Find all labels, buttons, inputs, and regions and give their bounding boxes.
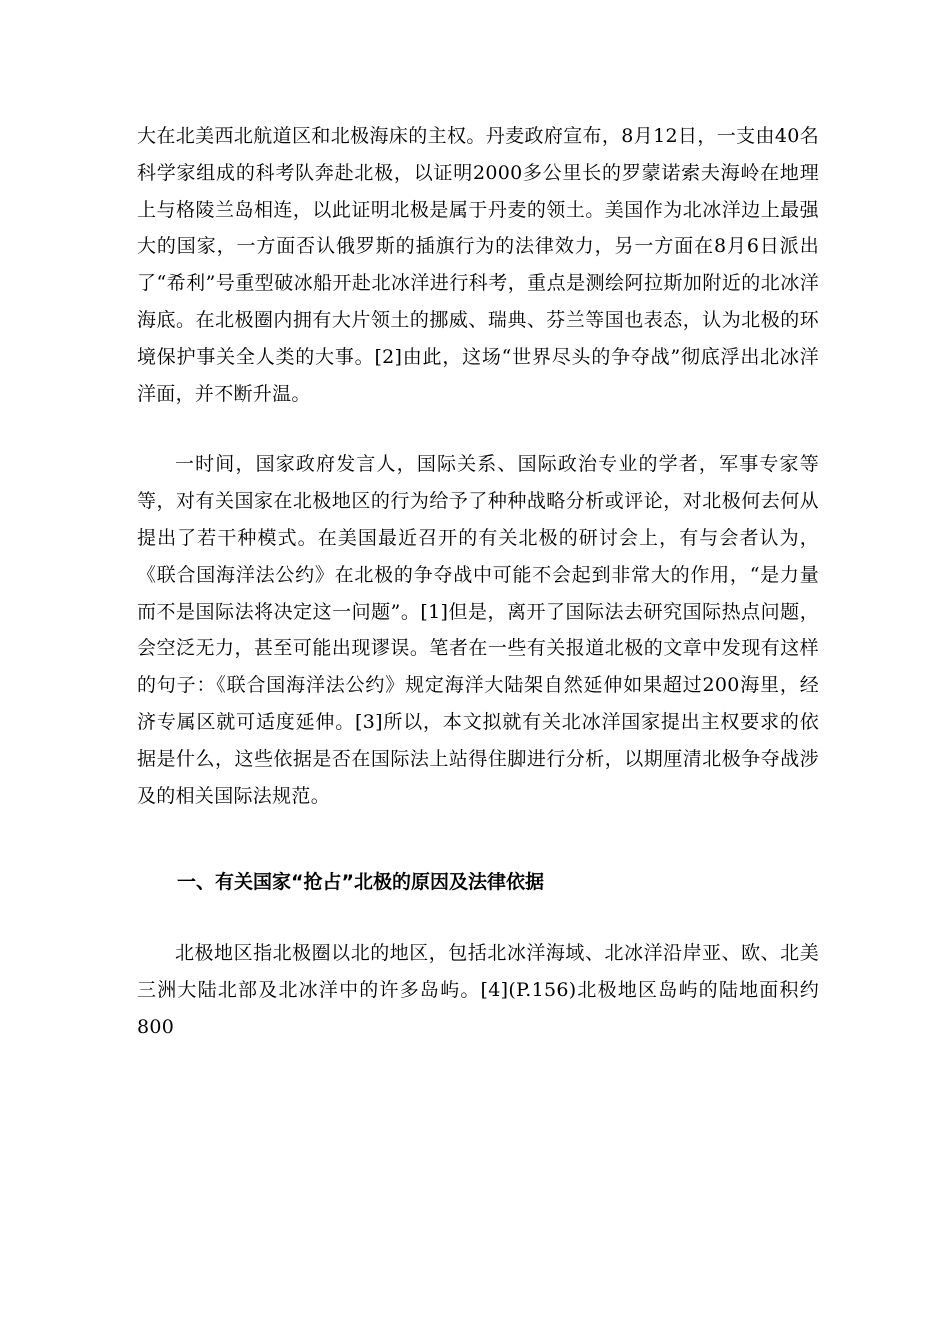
paragraph-2: 一时间，国家政府发言人，国际关系、国际政治专业的学者，军事专家等等，对有关国家在北极地区的行为给予了种种战略分析或评论，对北极何去何从提出了若干种模式。在美国最近召开的有关北极的研讨会上，有与会者认为，《联合国海洋法公约》在北极的争夺战中可能不会起到非常大的作用，“是力量而不是国际法将决定这一问题”。[1]但是，离开了国际法去研究国际热点问题，会空泛无力，甚至可能出现谬误。笔者在一些有关报道北极的文章中发现有这样的句子：《联合国海洋法公约》规定海洋大陆架自然延伸如果超过200海里，经济专属区就可适度延伸。[3]所以，本文拟就有关北冰洋国家提出主权要求的依据是什么，这些依据是否在国际法上站得住脚进行分析，以期厘清北极争夺战涉及的相关国际法规范。 [137,453,819,807]
document-page [137,118,819,1046]
paragraph-3: 北极地区指北极圈以北的地区，包括北冰洋海域、北冰洋沿岸亚、欧、北美三洲大陆北部及北冰洋中的许多岛屿。[4](P.156)北极地区岛屿的陆地面积约800 [137,942,819,1038]
section-heading: 一、有关国家“抢占”北极的原因及法律依据 [177,871,544,894]
paragraph-1: 大在北美西北航道区和北极海床的主权。丹麦政府宣布，8月12日，一支由40名科学家组成的科考队奔赴北极，以证明2000多公里长的罗蒙诺索夫海岭在地理上与格陵兰岛相连，以此证明北极是属于丹麦的领土。美国作为北冰洋边上最强大的国家，一方面否认俄罗斯的插旗行为的法律效力，另一方面在8月6日派出了“希利”号重型破冰船开赴北冰洋进行科考，重点是测绘阿拉斯加附近的北冰洋海底。在北极圈内拥有大片领土的挪威、瑞典、芬兰等国也表态，认为北极的环境保护事关全人类的大事。[2]由此，这场“世界尽头的争夺战”彻底浮出北冰洋洋面，并不断升温。 [137,125,819,405]
